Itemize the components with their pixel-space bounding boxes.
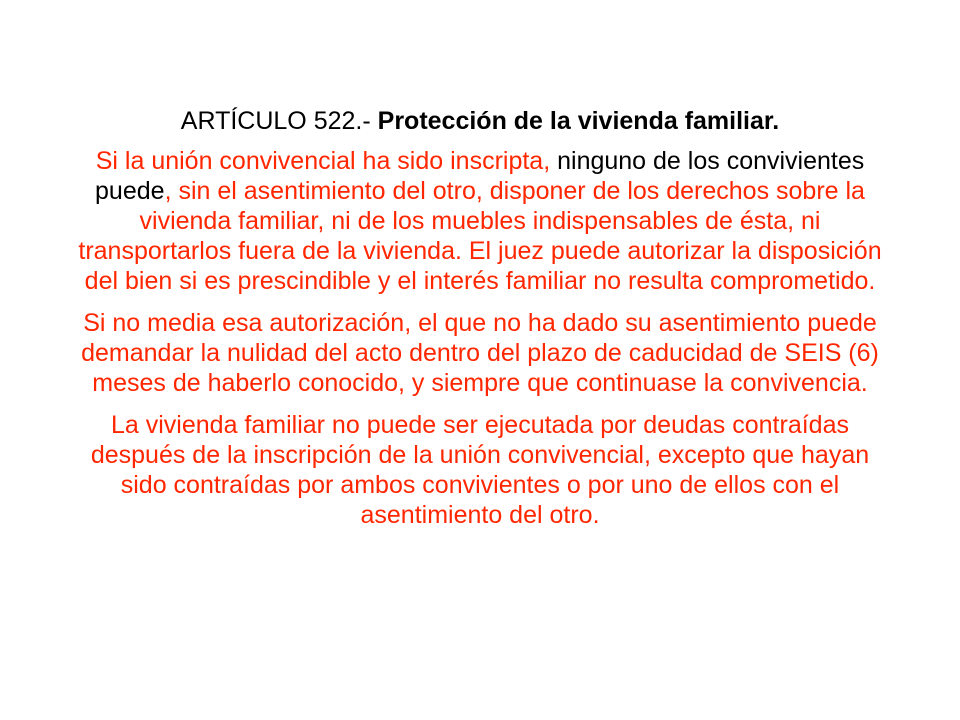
paragraph-3 [70, 410, 890, 530]
article-body [70, 106, 890, 530]
paragraph-1-run-1: Si la unión convivencial ha sido inscripta, [95, 147, 558, 175]
article-title: Protección de la vivienda familiar. [377, 107, 780, 135]
article-heading [70, 106, 890, 136]
paragraph-1 [70, 146, 890, 296]
article-number: ARTÍCULO 522.- [180, 107, 371, 135]
paragraph-1-run-2: ninguno de los convivientes puede [95, 147, 865, 205]
paragraph-2 [70, 308, 890, 398]
paragraph-2-run-1: Si no media esa autorización, el que no ha dado su asentimiento puede demandar la nulidad del acto dentro del plazo de caducidad de SEIS (6) meses de haberlo conocido, y siempre que continuase la convivencia. [81, 309, 879, 397]
paragraph-3-run-1: La vivienda familiar no puede ser ejecutada por deudas contraídas después de la inscripción de la unión convivencial, excepto que hayan sido contraídas por ambos convivientes o por uno de ellos con el asentimiento del otro. [90, 411, 870, 529]
paragraph-1-run-3: , sin el asentimiento del otro, disponer de los derechos sobre la vivienda familiar, ni de los muebles indispensables de ésta, ni transportarlos fuera de la vivienda. El juez puede autorizar la disposición del bien si es prescindible y el interés familiar no resulta comprometido. [78, 177, 882, 295]
